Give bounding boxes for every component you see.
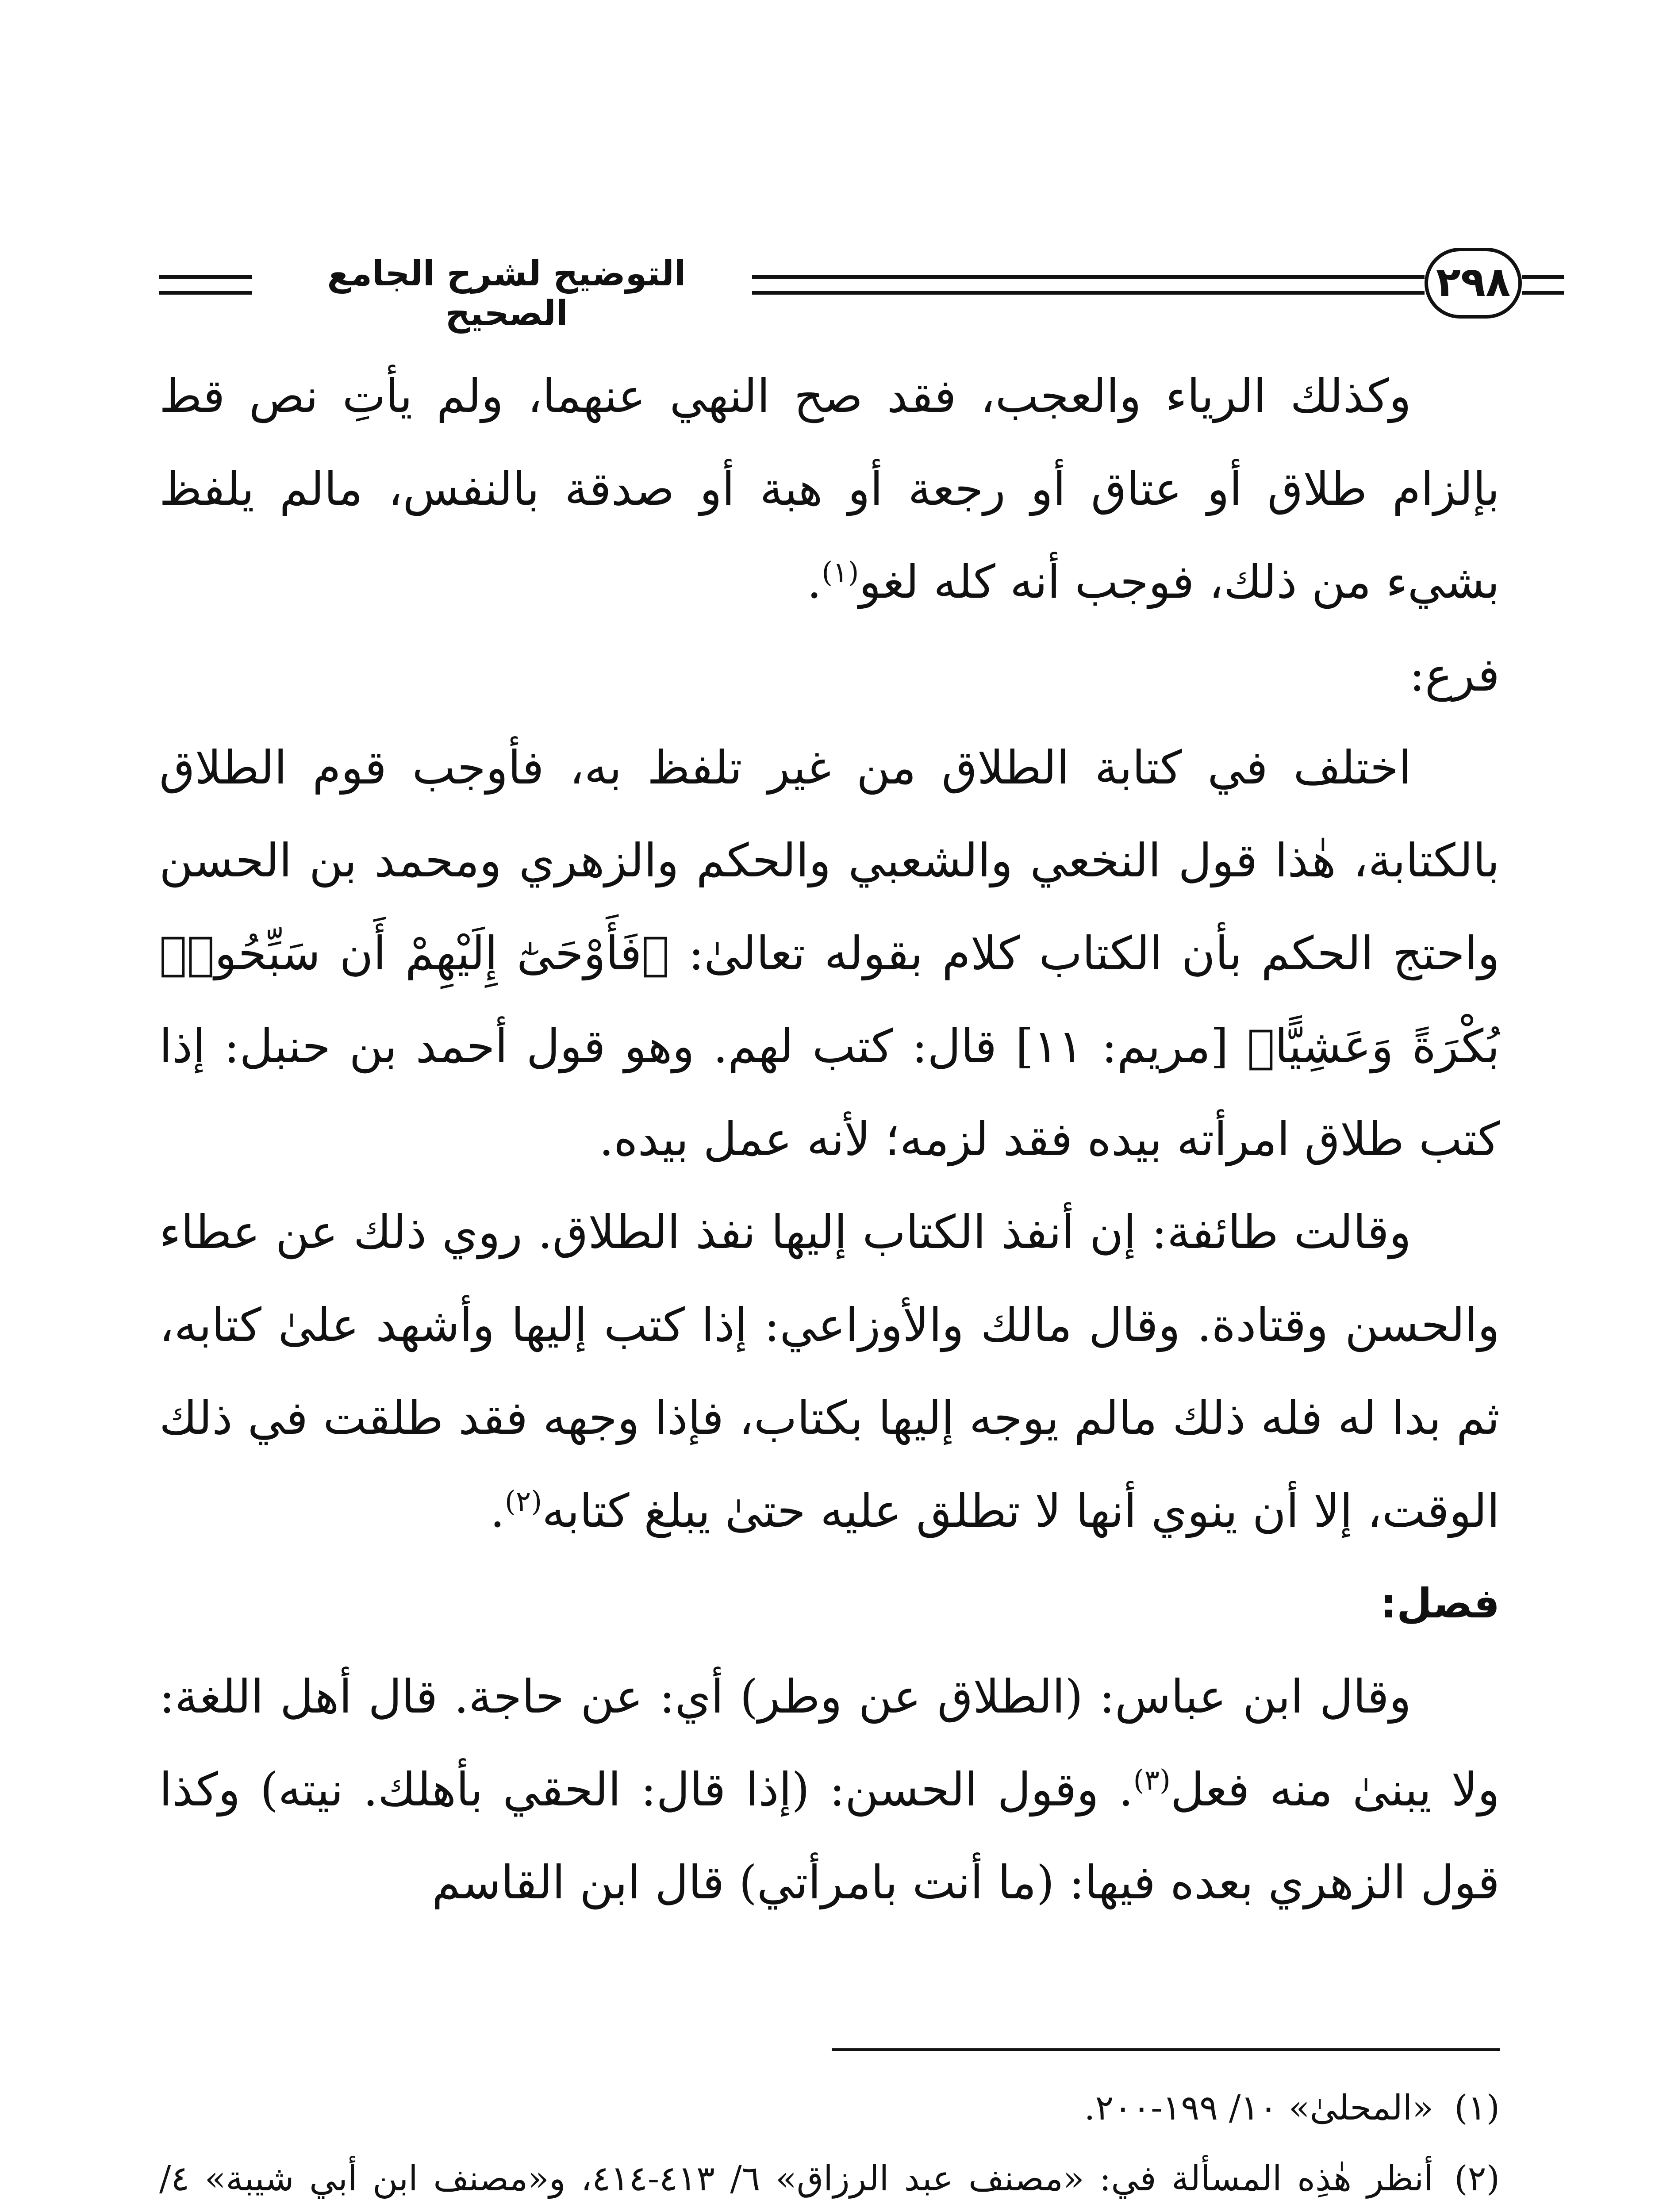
subheading-fasl: فصل: bbox=[1380, 1580, 1500, 1627]
paragraph-1-text: وكذلك الرياء والعجب، فقد صح النهي عنهما، ولم يأتِ نص قط بإلزام طلاق أو عتاق أو رجعة أو هبة أو صدقة بالنفس، مالم يلفظ بشيء من ذلك، فوجب أنه كله لغو bbox=[159, 369, 1500, 609]
subheading-far: فرع: bbox=[1409, 648, 1500, 702]
paragraph-1-end: . bbox=[807, 555, 822, 609]
book-title: التوضيح لشرح الجامع الصحيح bbox=[327, 254, 686, 334]
footnote-ref-3: (٣) bbox=[1133, 1764, 1171, 1797]
footnote-number: (١) bbox=[1454, 2088, 1500, 2128]
footnote-text: أنظر هٰذِه المسألة في: «مصنف عبد الرزاق» ٦/ ٤١٣-٤١٤، و«مصنف ابن أبي شيبة» ٤/ bbox=[159, 2159, 1434, 2199]
footnote-1 bbox=[159, 2075, 1500, 2141]
paragraph-3-text: وقالت طائفة: إن أنفذ الكتاب إليها نفذ الطلاق. روي ذلك عن عطاء والحسن وقتادة. وقال مالك والأوزاعي: إذا كتب إليها وأشهد علىٰ كتابه، ثم بدا له فله ذلك مالم يوجه إليها بكتاب، فإذا وجهه فقد طلقت في ذلك الوقت، إلا أن ينوي أنها لا تطلق عليه حتىٰ يبلغ كتابه bbox=[159, 1205, 1500, 1538]
header-rule-left bbox=[159, 275, 252, 295]
footnote-text: «المحلىٰ» ١٠/ ١٩٩-٢٠٠. bbox=[1084, 2088, 1433, 2128]
paragraph-4-text-a: وقال ابن عباس: (الطلاق عن وطر) أي: عن حاجة. قال أهل اللغة: ولا يبنىٰ منه فعل bbox=[159, 1670, 1500, 1816]
header-rule-right bbox=[1522, 275, 1564, 295]
footnote-2 bbox=[159, 2146, 1500, 2212]
footnotes bbox=[159, 2075, 1500, 2212]
paragraph-3-end: . bbox=[490, 1484, 505, 1538]
paragraph-3 bbox=[159, 1186, 1500, 1557]
main-text bbox=[159, 349, 1500, 1929]
running-header bbox=[159, 248, 1511, 334]
footnote-separator bbox=[832, 2048, 1500, 2051]
header-rule-middle bbox=[752, 275, 1425, 295]
footnote-number: (٢) bbox=[1454, 2159, 1500, 2199]
paragraph-2: اختلف في كتابة الطلاق من غير تلفظ به، فأوجب قوم الطلاق بالكتابة، هٰذا قول النخعي والشعبي والحكم والزهري ومحمد بن الحسن واحتج الحكم بأن الكتاب كلام بقوله تعالىٰ: ﴿فَأَوْحَىٰٓ إِلَيْهِمْ أَن سَبِّحُوا۟ بُكْرَةً وَعَشِيًّا﴾ [مريم: ١١] قال: كتب لهم. وهو قول أحمد بن حنبل: إذا كتب طلاق امرأته بيده فقد لزمه؛ لأنه عمل بيده. bbox=[159, 741, 1500, 1166]
footnote-ref-1: (١) bbox=[822, 556, 859, 589]
paragraph-1 bbox=[159, 349, 1500, 628]
paragraph-4 bbox=[159, 1650, 1500, 1929]
page-number: ٢٩٨ bbox=[1425, 248, 1522, 319]
footnote-ref-2: (٢) bbox=[504, 1485, 542, 1518]
paragraph-4-text-b: . وقول الحسن: (إذا قال: الحقي بأهلك. نيته) وكذا قول الزهري بعده فيها: (ما أنت بامرأتي) قال ابن القاسم bbox=[159, 1763, 1500, 1909]
